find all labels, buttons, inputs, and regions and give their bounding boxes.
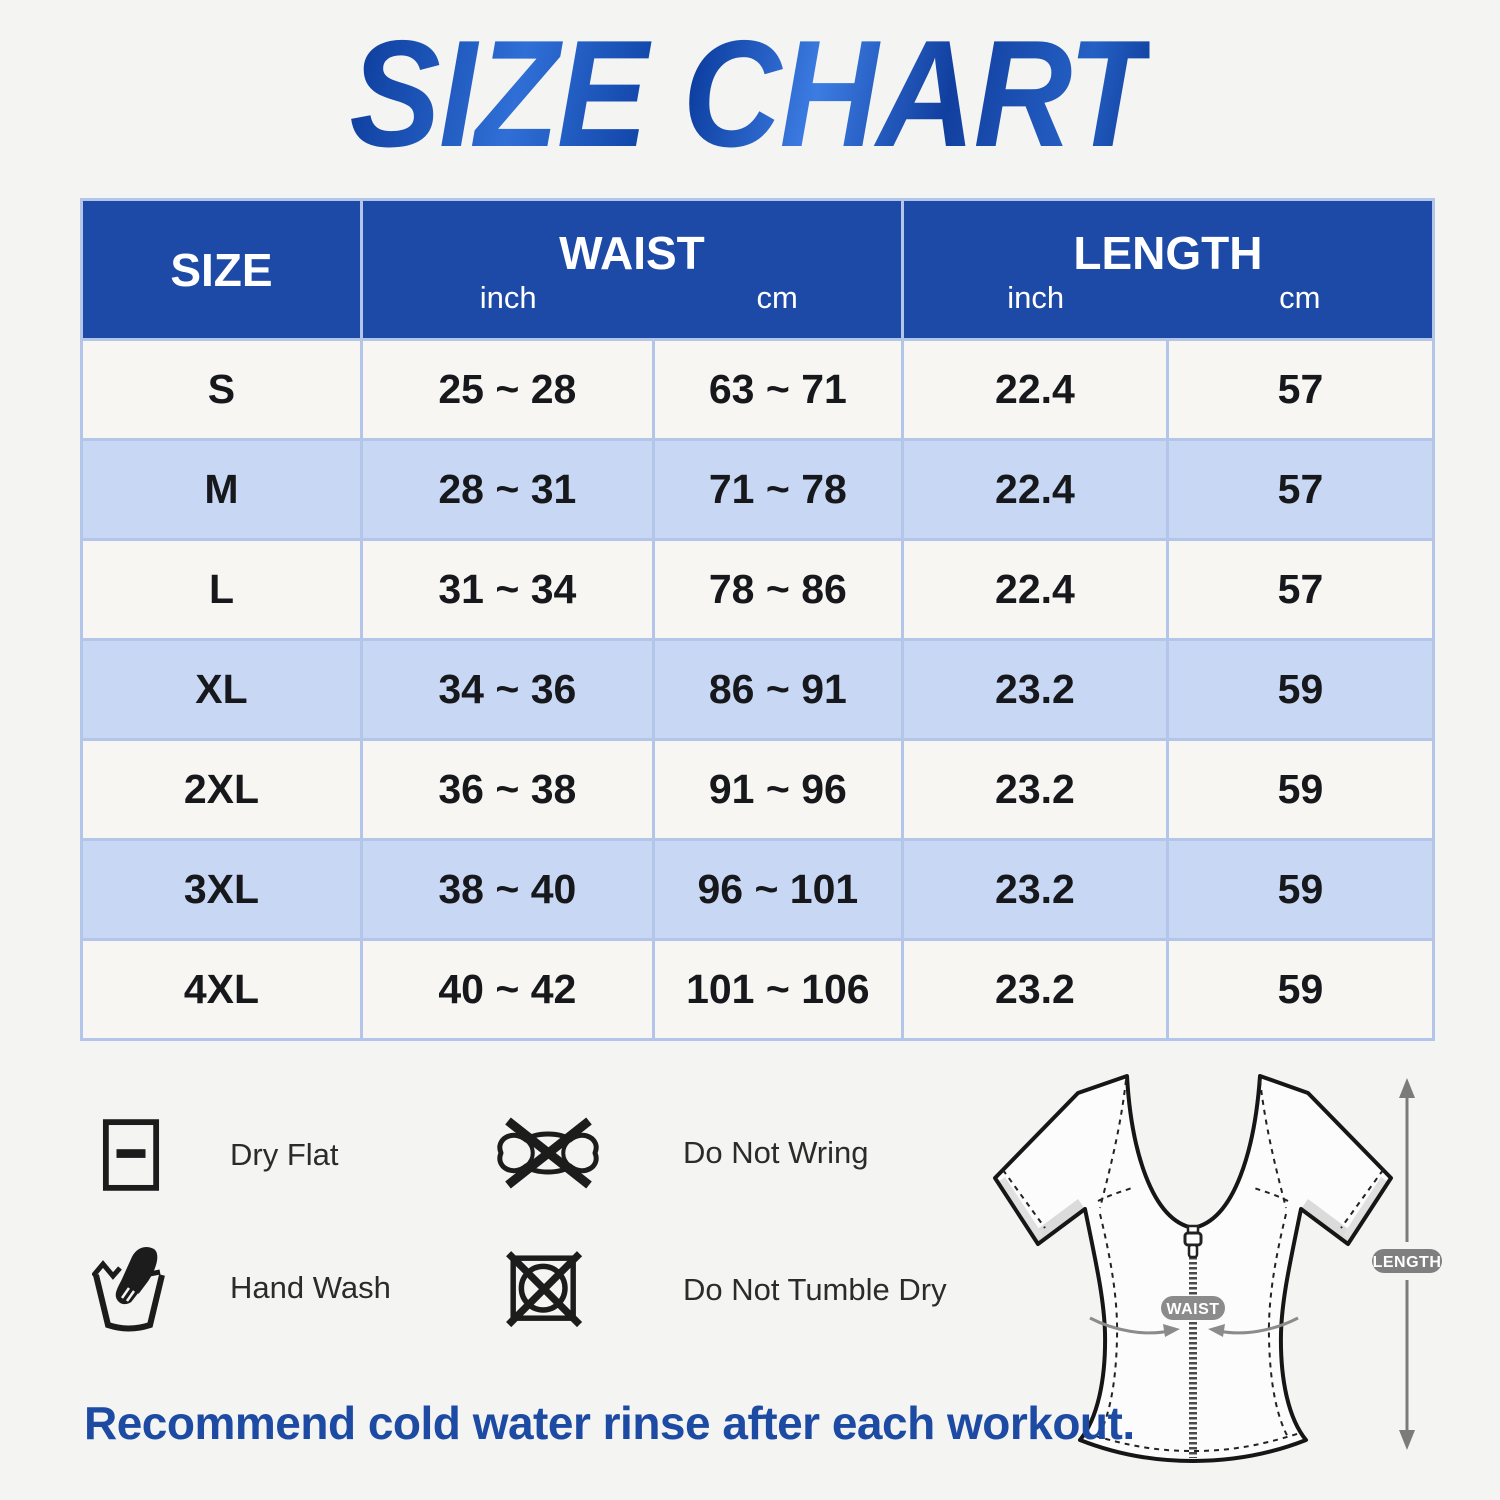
cell-length-inch: 23.2 (904, 841, 1166, 938)
footer-note: Recommend cold water rinse after each workout. (84, 1397, 1135, 1449)
cell-length-cm: 59 (1169, 941, 1432, 1038)
subheader-length-cm: cm (1279, 280, 1321, 316)
care-item-do-not-tumble-dry (492, 1248, 962, 1332)
table-row (83, 741, 1432, 838)
care-item-hand-wash (92, 1243, 512, 1333)
cell-length-cm: 59 (1169, 741, 1432, 838)
column-header-waist: WAIST inch cm (363, 201, 901, 338)
cell-size: 3XL (83, 841, 360, 938)
subheader-waist-inch: inch (479, 280, 537, 316)
subheader-length-inch: inch (1007, 280, 1065, 316)
cell-length-inch: 22.4 (904, 441, 1166, 538)
cell-length-cm: 57 (1169, 341, 1432, 438)
cell-size: S (83, 341, 360, 438)
cell-length-cm: 57 (1169, 441, 1432, 538)
cell-waist-cm: 101 ~ 106 (655, 941, 901, 1038)
cell-waist-inch: 38 ~ 40 (363, 841, 652, 938)
dry-flat-icon (102, 1118, 160, 1197)
table-row (83, 841, 1432, 938)
cell-size: M (83, 441, 360, 538)
cell-length-inch: 22.4 (904, 341, 1166, 438)
do-not-wring-icon (492, 1116, 604, 1195)
cell-waist-cm: 91 ~ 96 (655, 741, 901, 838)
table-row (83, 441, 1432, 538)
table-header-row (83, 201, 1432, 338)
cell-size: 4XL (83, 941, 360, 1038)
cell-length-inch: 23.2 (904, 641, 1166, 738)
care-label: Do Not Wring (683, 1135, 869, 1170)
care-label: Do Not Tumble Dry (683, 1272, 947, 1307)
cell-length-cm: 57 (1169, 541, 1432, 638)
cell-waist-cm: 78 ~ 86 (655, 541, 901, 638)
cell-waist-cm: 96 ~ 101 (655, 841, 901, 938)
cell-size: XL (83, 641, 360, 738)
length-pill-label: LENGTH (1372, 1254, 1442, 1271)
hand-wash-icon (92, 1243, 166, 1338)
subheader-waist-cm: cm (756, 280, 798, 316)
do-not-tumble-dry-icon (505, 1250, 585, 1335)
cell-size: 2XL (83, 741, 360, 838)
cell-waist-inch: 34 ~ 36 (363, 641, 652, 738)
cell-length-inch: 23.2 (904, 741, 1166, 838)
cell-waist-inch: 36 ~ 38 (363, 741, 652, 838)
care-item-dry-flat (92, 1116, 512, 1194)
column-header-size: SIZE (83, 201, 360, 338)
table-row (83, 941, 1432, 1038)
table-row (83, 541, 1432, 638)
cell-size: L (83, 541, 360, 638)
cell-waist-inch: 25 ~ 28 (363, 341, 652, 438)
table-row (83, 641, 1432, 738)
size-chart-table (80, 198, 1435, 1041)
page-title-wrap (0, 9, 1500, 179)
cell-waist-inch: 31 ~ 34 (363, 541, 652, 638)
cell-length-inch: 22.4 (904, 541, 1166, 638)
cell-waist-inch: 28 ~ 31 (363, 441, 652, 538)
table-row (83, 341, 1432, 438)
length-measure (1372, 1078, 1442, 1450)
cell-length-cm: 59 (1169, 641, 1432, 738)
cell-waist-cm: 86 ~ 91 (655, 641, 901, 738)
cell-length-cm: 59 (1169, 841, 1432, 938)
page-title: SIZE CHART (349, 9, 1151, 179)
waist-pill-label: WAIST (1166, 1301, 1220, 1318)
care-label: Dry Flat (230, 1137, 339, 1172)
cell-waist-cm: 71 ~ 78 (655, 441, 901, 538)
care-item-do-not-wring (492, 1112, 962, 1194)
care-label: Hand Wash (230, 1270, 391, 1305)
cell-length-inch: 23.2 (904, 941, 1166, 1038)
column-header-length: LENGTH inch cm (904, 201, 1432, 338)
cell-waist-cm: 63 ~ 71 (655, 341, 901, 438)
cell-waist-inch: 40 ~ 42 (363, 941, 652, 1038)
